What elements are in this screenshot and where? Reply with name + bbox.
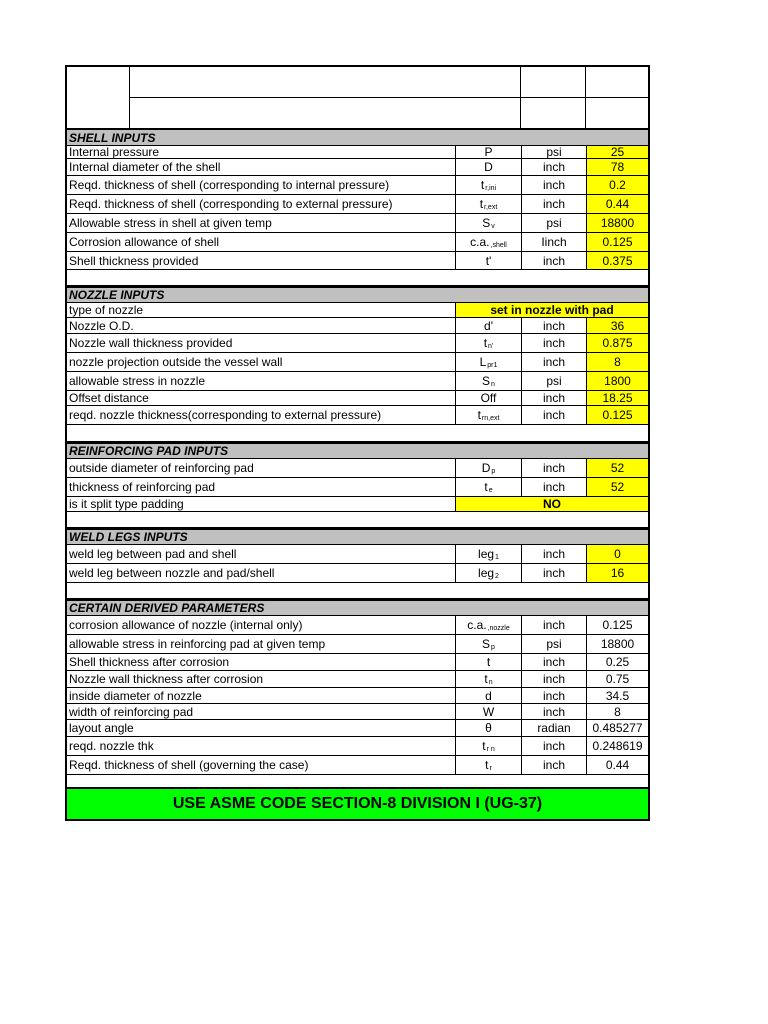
table-row: [67, 214, 648, 233]
input-value[interactable]: 25: [586, 146, 648, 158]
symbol-main: t: [484, 672, 488, 686]
computed-value: 8: [586, 704, 648, 719]
input-value[interactable]: NO: [455, 497, 648, 511]
param-unit: inch: [521, 756, 586, 774]
input-value[interactable]: 18800: [586, 214, 648, 232]
input-value[interactable]: 52: [586, 459, 648, 477]
param-symbol: [455, 478, 521, 496]
param-label: inside diameter of nozzle: [69, 688, 202, 703]
symbol-subscript: ,shell: [490, 241, 507, 249]
param-symbol: [455, 688, 521, 703]
table-row: [67, 406, 648, 425]
param-unit: inch: [521, 704, 586, 719]
input-value[interactable]: 1800: [586, 372, 648, 390]
symbol-main: S: [482, 216, 491, 230]
section-header-nozzle-inputs: NOZZLE INPUTS: [67, 286, 648, 303]
param-unit: psi: [521, 372, 586, 390]
param-label: allowable stress in nozzle: [69, 374, 206, 388]
table-row: [67, 391, 648, 406]
param-symbol: [455, 671, 521, 687]
param-symbol: [455, 318, 521, 333]
section-header-shell-inputs: SHELL INPUTS: [67, 128, 648, 146]
param-symbol: [455, 334, 521, 352]
param-label: is it split type padding: [69, 497, 184, 511]
input-value[interactable]: 8: [586, 353, 648, 371]
param-label: outside diameter of reinforcing pad: [69, 461, 254, 475]
param-symbol: [455, 146, 521, 158]
table-row: [67, 233, 648, 252]
param-symbol: [455, 233, 521, 251]
header-cell: [521, 67, 586, 98]
param-symbol: [455, 406, 521, 424]
symbol-subscript: v: [491, 222, 495, 230]
param-unit: inch: [521, 478, 586, 496]
symbol-subscript: r,ini: [485, 184, 497, 192]
table-row: [67, 635, 648, 654]
param-label: Reqd. thickness of shell (governing the case): [69, 758, 309, 772]
computed-value: 0.44: [586, 756, 648, 774]
param-unit: inch: [521, 688, 586, 703]
param-symbol: [455, 737, 521, 755]
table-row: [67, 497, 648, 512]
param-label: Corrosion allowance of shell: [69, 235, 220, 249]
symbol-main: W: [482, 704, 495, 719]
symbol-main: D: [481, 461, 491, 475]
table-row: [67, 176, 648, 195]
symbol-main: d: [485, 688, 492, 703]
computed-value: 18800: [586, 635, 648, 653]
symbol-main: t: [477, 408, 481, 422]
section-header-derived: CERTAIN DERIVED PARAMETERS: [67, 599, 648, 616]
input-value[interactable]: 0.125: [586, 233, 648, 251]
input-value[interactable]: 0.44: [586, 195, 648, 213]
param-unit: inch: [521, 671, 586, 687]
computed-value: 0.248619: [586, 737, 648, 755]
param-label: Shell thickness after corrosion: [69, 655, 230, 669]
symbol-main: c.a.: [467, 618, 487, 632]
input-value[interactable]: 16: [586, 564, 648, 582]
param-symbol: [455, 214, 521, 232]
param-label: Nozzle wall thickness after corrosion: [69, 672, 264, 686]
header-subtitle-cell: [130, 98, 521, 128]
param-label: Offset distance: [69, 391, 149, 405]
table-row: [67, 478, 648, 497]
spreadsheet: [65, 65, 650, 821]
symbol-main: c.a.: [470, 235, 490, 249]
symbol-main: leg: [478, 547, 495, 561]
param-unit: inch: [521, 391, 586, 405]
blank-row: [67, 425, 648, 442]
symbol-main: d': [484, 318, 493, 333]
symbol-main: leg: [478, 566, 495, 580]
param-label: weld leg between nozzle and pad/shell: [69, 566, 275, 580]
input-value[interactable]: 0.875: [586, 334, 648, 352]
param-unit: inch: [521, 564, 586, 582]
table-row: [67, 334, 648, 353]
param-symbol: [455, 654, 521, 670]
symbol-main: t: [480, 178, 485, 192]
param-unit: inch: [521, 159, 586, 175]
param-label: weld leg between pad and shell: [69, 547, 237, 561]
header-cell: [586, 67, 648, 98]
param-label: reqd. nozzle thk: [69, 739, 154, 753]
param-symbol: [455, 564, 521, 582]
input-value[interactable]: 18.25: [586, 391, 648, 405]
param-symbol: [455, 635, 521, 653]
param-symbol: [455, 391, 521, 405]
computed-value: 0.25: [586, 654, 648, 670]
param-unit: Iinch: [521, 233, 586, 251]
symbol-main: t: [486, 655, 491, 669]
param-symbol: [455, 704, 521, 719]
table-row: [67, 303, 648, 318]
param-symbol: [455, 459, 521, 477]
param-label: Reqd. thickness of shell (corresponding to internal pressure): [69, 178, 390, 192]
param-symbol: [455, 176, 521, 194]
table-row: [67, 146, 648, 159]
param-unit: inch: [521, 459, 586, 477]
input-value[interactable]: 36: [586, 318, 648, 333]
table-row: [67, 545, 648, 564]
symbol-subscript: 1: [495, 553, 499, 561]
param-label: corrosion allowance of nozzle (internal only): [69, 618, 303, 632]
symbol-main: P: [484, 146, 493, 158]
table-row: [67, 616, 648, 635]
param-unit: inch: [521, 654, 586, 670]
table-row: [67, 756, 648, 775]
symbol-subscript: e: [488, 486, 493, 494]
param-label: Internal diameter of the shell: [69, 160, 221, 174]
table-row: [67, 195, 648, 214]
computed-value: 34.5: [586, 688, 648, 703]
param-label: thickness of reinforcing pad: [69, 480, 216, 494]
symbol-subscript: n: [491, 380, 495, 388]
param-unit: psi: [521, 214, 586, 232]
table-row: [67, 704, 648, 720]
computed-value: 0.125: [586, 616, 648, 634]
param-symbol: [455, 159, 521, 175]
symbol-subscript: p: [491, 467, 496, 475]
symbol-main: t: [485, 758, 489, 772]
param-unit: inch: [521, 252, 586, 269]
table-row: [67, 671, 648, 688]
section-header-pad-inputs: REINFORCING PAD INPUTS: [67, 442, 648, 459]
code-banner: USE ASME CODE SECTION-8 DIVISION I (UG-37): [65, 787, 650, 821]
symbol-main: t: [483, 336, 488, 350]
input-value[interactable]: 52: [586, 478, 648, 496]
table-row: [67, 688, 648, 704]
header-cell: [521, 98, 586, 128]
symbol-subscript: n': [488, 342, 494, 350]
input-value[interactable]: set in nozzle with pad: [455, 303, 648, 317]
param-symbol: [455, 756, 521, 774]
symbol-main: t: [479, 197, 484, 211]
symbol-subscript: p: [491, 643, 495, 651]
table-row: [67, 564, 648, 583]
param-label: Reqd. thickness of shell (corresponding to external pressure): [69, 197, 393, 211]
param-label: layout angle: [69, 721, 134, 735]
input-value[interactable]: 0.2: [586, 176, 648, 194]
input-value[interactable]: 0.375: [586, 252, 648, 269]
param-label: Nozzle O.D.: [69, 318, 134, 333]
header-title-cell: [130, 67, 521, 98]
param-unit: inch: [521, 737, 586, 755]
param-unit: inch: [521, 545, 586, 563]
table-row: [67, 252, 648, 270]
symbol-subscript: rn,ext: [481, 414, 500, 422]
input-value[interactable]: 0.125: [586, 406, 648, 424]
symbol-subscript: r: [489, 764, 492, 772]
param-unit: inch: [521, 353, 586, 371]
param-unit: radian: [521, 720, 586, 736]
computed-value: 0.75: [586, 671, 648, 687]
symbol-main: t: [484, 480, 488, 494]
param-unit: inch: [521, 406, 586, 424]
table-row: [67, 654, 648, 671]
param-label: width of reinforcing pad: [69, 704, 194, 719]
symbol-main: L: [479, 355, 487, 369]
symbol-subscript: pr1: [487, 361, 498, 369]
symbol-subscript: 2: [495, 572, 499, 580]
blank-row: [67, 270, 648, 286]
symbol-main: t': [485, 253, 492, 268]
table-row: [67, 720, 648, 737]
param-symbol: [455, 252, 521, 269]
symbol-subscript: r,ext: [484, 203, 498, 211]
param-label: Internal pressure: [69, 146, 160, 158]
symbol-main: t: [482, 739, 486, 753]
param-symbol: [455, 720, 521, 736]
table-row: [67, 737, 648, 756]
symbol-subscript: ,nozzle: [487, 624, 510, 632]
blank-row: [67, 583, 648, 599]
symbol-subscript: n: [488, 678, 493, 686]
param-symbol: [455, 616, 521, 634]
param-symbol: [455, 545, 521, 563]
symbol-subscript: r n: [486, 745, 495, 753]
symbol-main: S: [482, 637, 491, 651]
param-label: Shell thickness provided: [69, 253, 199, 268]
param-symbol: [455, 353, 521, 371]
param-label: type of nozzle: [69, 303, 144, 317]
section-header-weld-inputs: WELD LEGS INPUTS: [67, 528, 648, 545]
table-row: [67, 159, 648, 176]
table-row: [67, 372, 648, 391]
input-value[interactable]: 0: [586, 545, 648, 563]
param-unit: inch: [521, 318, 586, 333]
blank-row: [67, 512, 648, 528]
param-label: allowable stress in reinforcing pad at given temp: [69, 637, 326, 651]
header-logo-cell: [67, 67, 130, 128]
param-label: reqd. nozzle thickness(corresponding to external pressure): [69, 408, 382, 422]
table-row: [67, 459, 648, 478]
table-row: [67, 318, 648, 334]
symbol-main: θ: [485, 721, 492, 735]
input-value[interactable]: 78: [586, 159, 648, 175]
param-unit: inch: [521, 176, 586, 194]
param-unit: psi: [521, 146, 586, 158]
symbol-main: Off: [480, 391, 497, 405]
param-unit: psi: [521, 635, 586, 653]
table-row: [67, 353, 648, 372]
param-label: Nozzle wall thickness provided: [69, 336, 233, 350]
param-unit: inch: [521, 334, 586, 352]
symbol-main: D: [484, 160, 493, 174]
param-symbol: [455, 195, 521, 213]
param-label: nozzle projection outside the vessel wall: [69, 355, 283, 369]
symbol-main: S: [482, 374, 491, 388]
param-unit: inch: [521, 195, 586, 213]
param-symbol: [455, 372, 521, 390]
param-unit: inch: [521, 616, 586, 634]
param-label: Allowable stress in shell at given temp: [69, 216, 272, 230]
computed-value: 0.485277: [586, 720, 648, 736]
